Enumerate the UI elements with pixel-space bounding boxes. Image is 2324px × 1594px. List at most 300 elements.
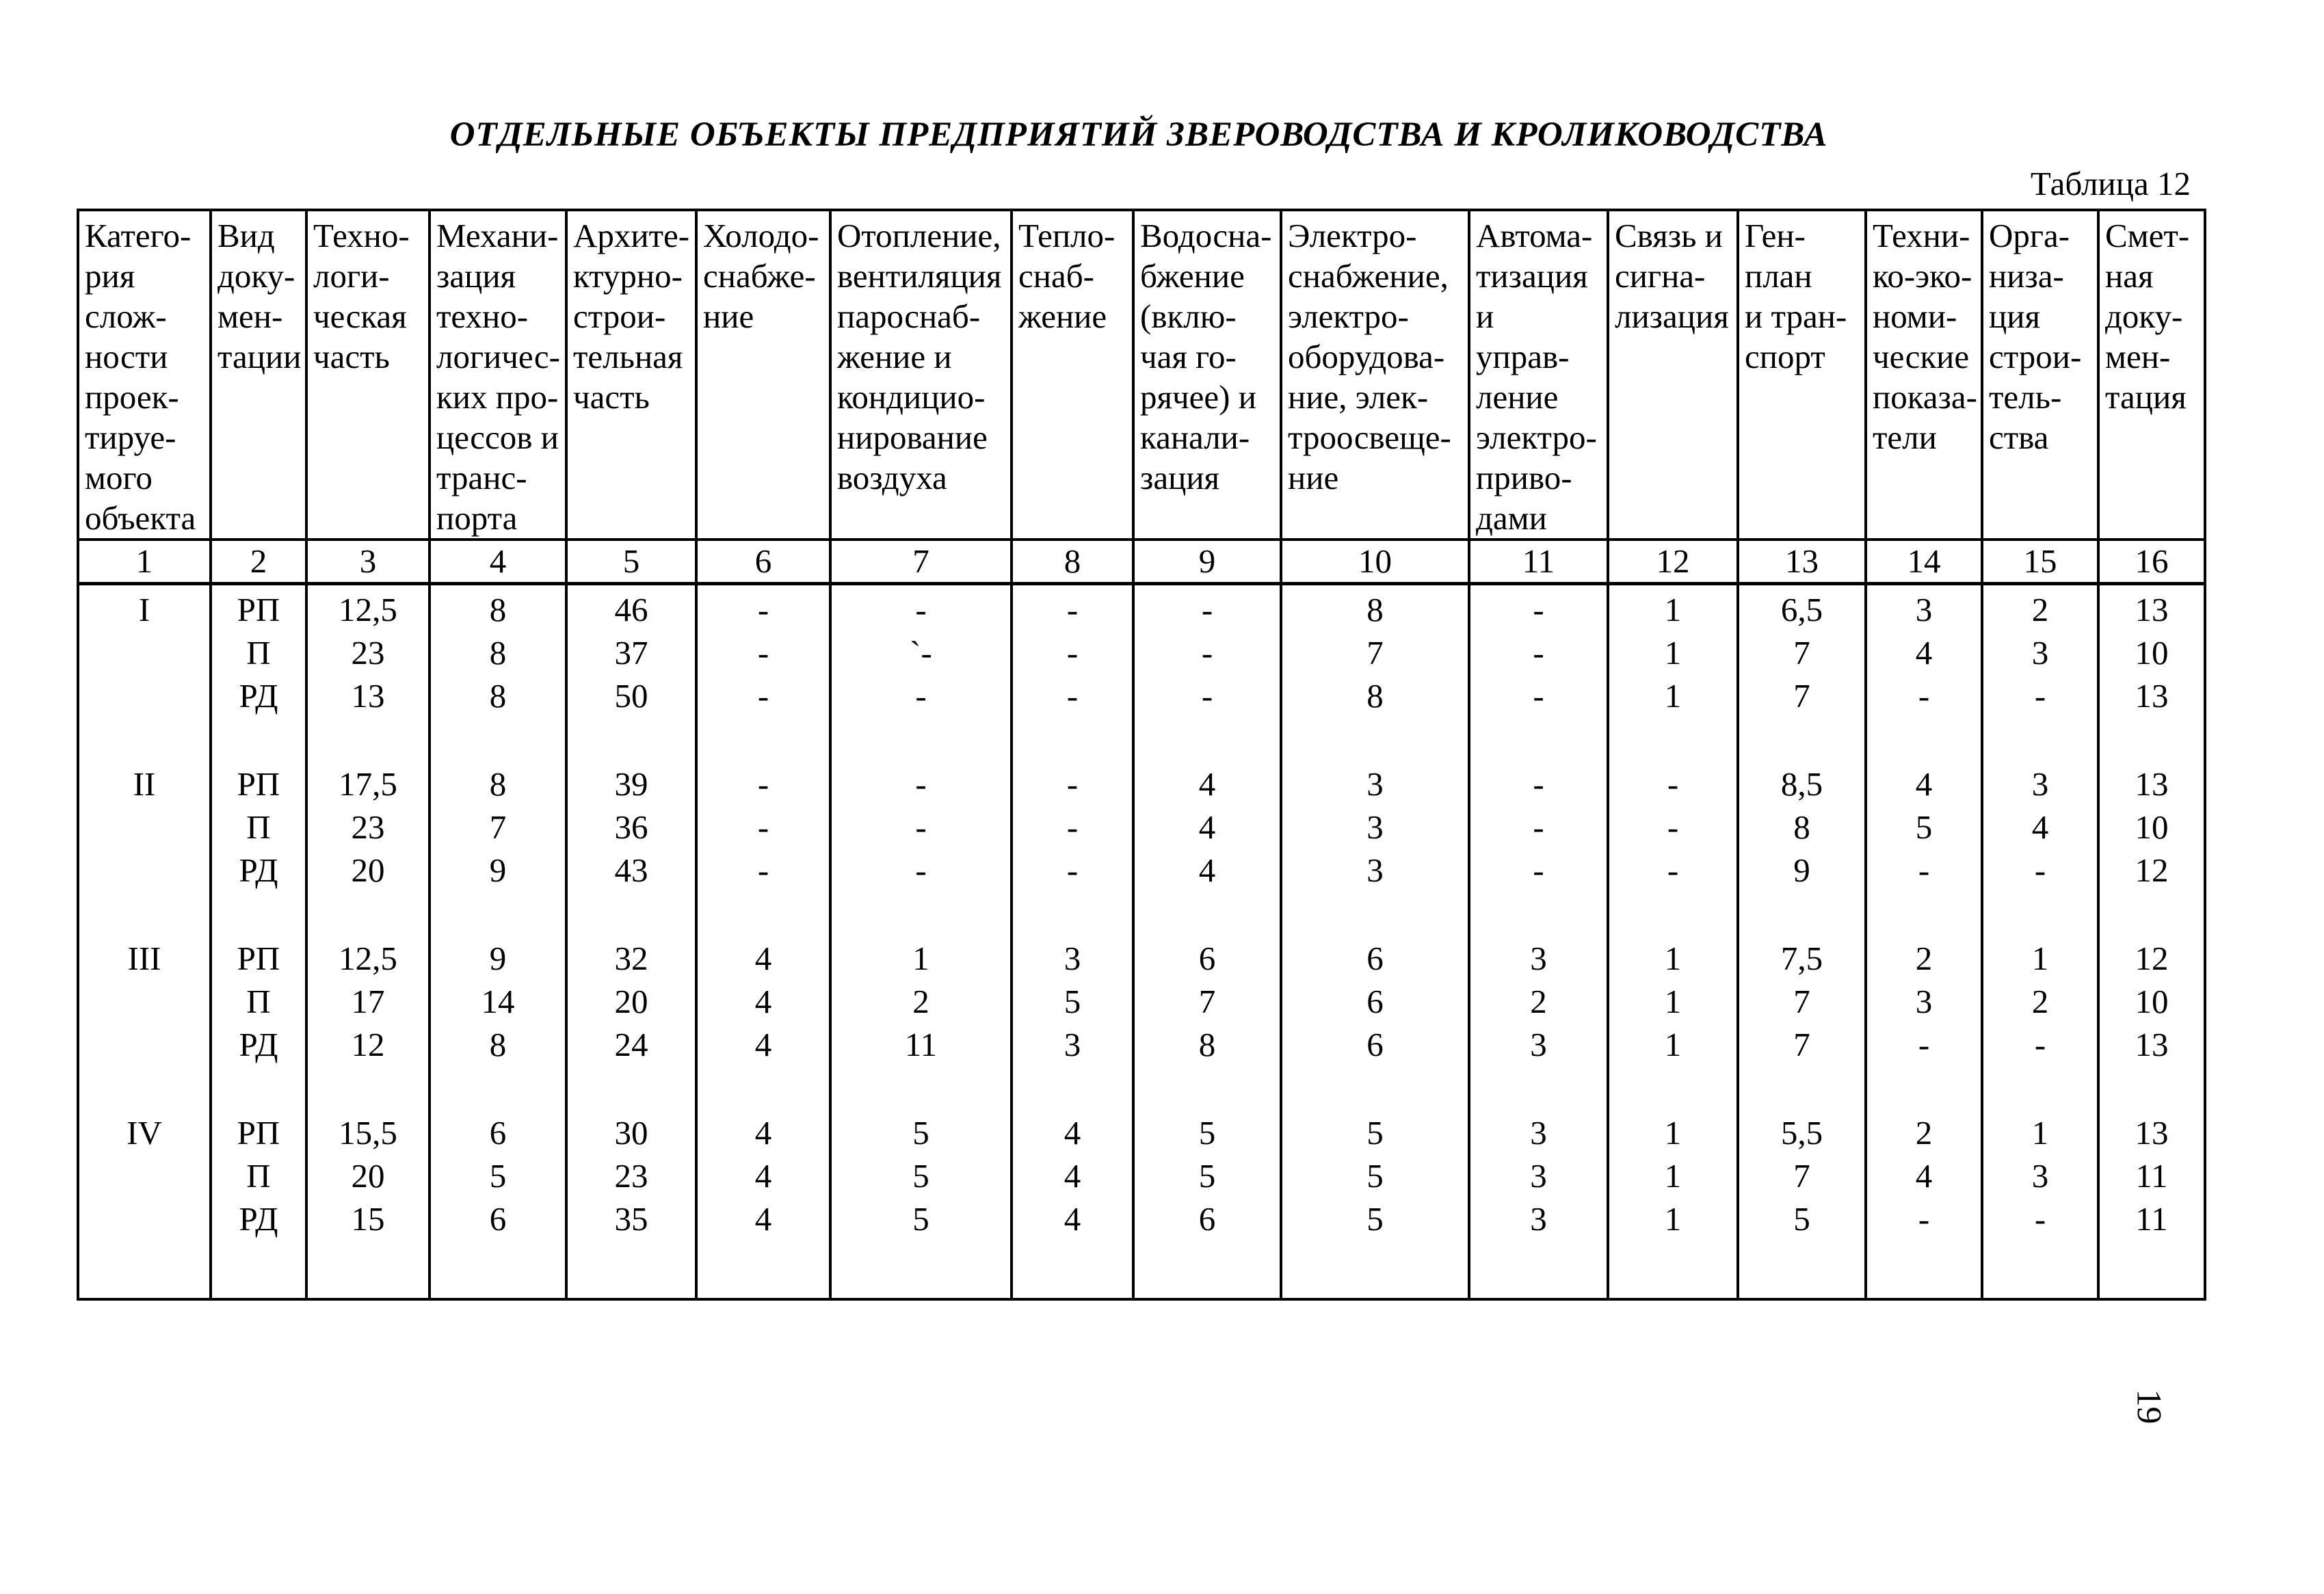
spacer-cell: [1469, 892, 1608, 934]
table-cell: 14: [430, 980, 566, 1023]
spacer-cell: [696, 717, 830, 760]
spacer-cell: [1608, 892, 1738, 934]
spacer-cell: [1866, 717, 1982, 760]
column-header: Отопление, вентиляция пароснаб- жение и кондицио- нирование воздуха: [830, 210, 1012, 540]
column-number: 7: [830, 540, 1012, 584]
table-cell: 8: [1281, 584, 1469, 632]
table-cell: -: [1469, 760, 1608, 806]
table-cell: 4: [1012, 1108, 1133, 1154]
table-cell: 13: [2098, 760, 2205, 806]
table-cell: `-: [830, 631, 1012, 674]
spacer-cell: [566, 1240, 696, 1299]
spacer-cell: [566, 717, 696, 760]
table-cell: -: [830, 806, 1012, 849]
table-cell: 43: [566, 849, 696, 892]
table-cell: -: [1608, 806, 1738, 849]
group-spacer-row: [78, 717, 2205, 760]
table-cell: -: [696, 584, 830, 632]
table-cell: 6,5: [1738, 584, 1866, 632]
column-number: 10: [1281, 540, 1469, 584]
table-cell: -: [696, 806, 830, 849]
table-cell: 11: [2098, 1197, 2205, 1240]
column-header: Электро- снабжение, электро- оборудова- ние, элек- троосвеще- ние: [1281, 210, 1469, 540]
spacer-cell: [1608, 1066, 1738, 1108]
column-header: Тепло- снаб- жение: [1012, 210, 1133, 540]
table-cell: 1: [830, 934, 1012, 980]
table-cell: П: [211, 1154, 306, 1197]
table-cell: 6: [1281, 934, 1469, 980]
table-cell: 7: [1281, 631, 1469, 674]
table-cell: 17: [306, 980, 430, 1023]
table-cell: 3: [1012, 1023, 1133, 1066]
spacer-cell: [1281, 717, 1469, 760]
table-cell: 5: [1281, 1154, 1469, 1197]
table-row: [78, 1154, 2205, 1197]
table-cell: 15,5: [306, 1108, 430, 1154]
table-cell: 5: [1281, 1197, 1469, 1240]
table-cell: 2: [1982, 980, 2098, 1023]
table-cell: -: [830, 760, 1012, 806]
table-cell: -: [830, 849, 1012, 892]
spacer-cell: [1982, 1066, 2098, 1108]
table-cell: -: [1012, 584, 1133, 632]
table-cell: -: [1608, 760, 1738, 806]
table-cell: 3: [1469, 1154, 1608, 1197]
table-row: [78, 1108, 2205, 1154]
table-cell: 4: [1982, 806, 2098, 849]
table-cell: 10: [2098, 806, 2205, 849]
table-cell: -: [830, 584, 1012, 632]
table-cell: 7: [1738, 980, 1866, 1023]
table-cell: 1: [1608, 1023, 1738, 1066]
column-header: Техно- логи- ческая часть: [306, 210, 430, 540]
column-number: 4: [430, 540, 566, 584]
spacer-cell: [1982, 717, 2098, 760]
table-row: [78, 1197, 2205, 1240]
table-row: [78, 760, 2205, 806]
table-cell: 13: [2098, 584, 2205, 632]
table-cell: -: [696, 849, 830, 892]
spacer-cell: [1982, 892, 2098, 934]
table-cell: 1: [1608, 1108, 1738, 1154]
table-cell: 2: [830, 980, 1012, 1023]
table-cell: -: [696, 631, 830, 674]
table-cell: -: [1866, 1023, 1982, 1066]
table-cell: 6: [430, 1108, 566, 1154]
spacer-cell: [566, 1066, 696, 1108]
spacer-cell: [306, 1066, 430, 1108]
table-cell: РД: [211, 674, 306, 717]
table-row: [78, 849, 2205, 892]
spacer-cell: [1866, 1240, 1982, 1299]
table-cell: 15: [306, 1197, 430, 1240]
table-cell: РП: [211, 934, 306, 980]
table-cell: 20: [306, 1154, 430, 1197]
category-cell: IV: [78, 1108, 211, 1240]
table-cell: 8: [430, 674, 566, 717]
table-cell: 9: [430, 849, 566, 892]
table-cell: 3: [1469, 1023, 1608, 1066]
table-cell: -: [1469, 631, 1608, 674]
spacer-cell: [1133, 717, 1281, 760]
table-cell: 6: [1133, 934, 1281, 980]
table-cell: 12: [306, 1023, 430, 1066]
table-cell: -: [1012, 674, 1133, 717]
table-cell: 5: [830, 1108, 1012, 1154]
table-row: [78, 631, 2205, 674]
column-header: Холодо- снабже- ние: [696, 210, 830, 540]
table-cell: 1: [1608, 980, 1738, 1023]
column-header: Архите- ктурно- строи- тельная часть: [566, 210, 696, 540]
spacer-cell: [430, 892, 566, 934]
table-cell: 4: [1133, 760, 1281, 806]
column-header: Смет- ная доку- мен- тация: [2098, 210, 2205, 540]
table-cell: 6: [1133, 1197, 1281, 1240]
spacer-cell: [2098, 1240, 2205, 1299]
table-cell: 1: [1608, 631, 1738, 674]
spacer-cell: [211, 892, 306, 934]
table-cell: 6: [1281, 1023, 1469, 1066]
spacer-cell: [1469, 1240, 1608, 1299]
table-row: [78, 806, 2205, 849]
table-cell: -: [1133, 584, 1281, 632]
table-row: [78, 980, 2205, 1023]
table-cell: 20: [306, 849, 430, 892]
table-cell: 23: [306, 631, 430, 674]
table-cell: 3: [1982, 1154, 2098, 1197]
column-number: 12: [1608, 540, 1738, 584]
column-number: 15: [1982, 540, 2098, 584]
table-cell: -: [1866, 1197, 1982, 1240]
table-cell: 4: [1012, 1197, 1133, 1240]
spacer-cell: [1738, 717, 1866, 760]
spacer-cell: [2098, 717, 2205, 760]
table-cell: 1: [1608, 1197, 1738, 1240]
table-cell: -: [1133, 674, 1281, 717]
table-cell: 46: [566, 584, 696, 632]
table-cell: 32: [566, 934, 696, 980]
spacer-cell: [1012, 1066, 1133, 1108]
table-cell: 12,5: [306, 584, 430, 632]
table-cell: -: [1608, 849, 1738, 892]
table-cell: -: [1012, 760, 1133, 806]
table-cell: 1: [1608, 674, 1738, 717]
table-cell: -: [1469, 674, 1608, 717]
table-cell: 35: [566, 1197, 696, 1240]
table-cell: 11: [2098, 1154, 2205, 1197]
table-cell: -: [1133, 631, 1281, 674]
table-cell: -: [1866, 849, 1982, 892]
table-cell: 4: [1866, 631, 1982, 674]
spacer-cell: [1866, 892, 1982, 934]
table-cell: -: [1866, 674, 1982, 717]
spacer-cell: [430, 717, 566, 760]
table-cell: 17,5: [306, 760, 430, 806]
table-cell: 8: [430, 760, 566, 806]
table-cell: 30: [566, 1108, 696, 1154]
table-cell: 4: [1866, 760, 1982, 806]
table-cell: 4: [696, 934, 830, 980]
table-cell: 3: [1281, 849, 1469, 892]
table-cell: 2: [1866, 934, 1982, 980]
column-number: 11: [1469, 540, 1608, 584]
spacer-cell: [830, 892, 1012, 934]
table-cell: 3: [1866, 584, 1982, 632]
table-cell: П: [211, 631, 306, 674]
table-cell: 3: [1866, 980, 1982, 1023]
spacer-cell: [2098, 892, 2205, 934]
column-header: Механи- зация техно- логичес- ких про- цессов и транс- порта: [430, 210, 566, 540]
table-cell: 4: [696, 1197, 830, 1240]
table-cell: -: [1469, 584, 1608, 632]
table-cell: 13: [2098, 1023, 2205, 1066]
table-cell: 4: [696, 1108, 830, 1154]
table-cell: 37: [566, 631, 696, 674]
column-header: Связь и сигна- лизация: [1608, 210, 1738, 540]
table-cell: 5: [1281, 1108, 1469, 1154]
table-cell: 1: [1608, 584, 1738, 632]
table-row: [78, 1023, 2205, 1066]
table-cell: 4: [1133, 849, 1281, 892]
spacer-cell: [306, 1240, 430, 1299]
table-cell: 8: [1738, 806, 1866, 849]
table-cell: 7: [1133, 980, 1281, 1023]
table-cell: -: [696, 674, 830, 717]
table-cell: 36: [566, 806, 696, 849]
column-header: Орга- низа- ция строи- тель- ства: [1982, 210, 2098, 540]
column-number: 1: [78, 540, 211, 584]
spacer-cell: [78, 1240, 211, 1299]
table-cell: 5: [1866, 806, 1982, 849]
table-cell: -: [696, 760, 830, 806]
table-cell: РП: [211, 584, 306, 632]
table-cell: 2: [1469, 980, 1608, 1023]
table-cell: РП: [211, 1108, 306, 1154]
table-cell: 1: [1982, 934, 2098, 980]
table-cell: 3: [1281, 806, 1469, 849]
table-cell: 7: [1738, 1023, 1866, 1066]
category-cell: I: [78, 584, 211, 718]
table-cell: 2: [1982, 584, 2098, 632]
spacer-cell: [78, 892, 211, 934]
table-cell: 7: [1738, 1154, 1866, 1197]
spacer-cell: [1469, 1066, 1608, 1108]
table-cell: 8: [1281, 674, 1469, 717]
spacer-cell: [211, 717, 306, 760]
table-cell: 23: [306, 806, 430, 849]
table-cell: 3: [1281, 760, 1469, 806]
spacer-cell: [830, 1240, 1012, 1299]
table-cell: -: [1012, 806, 1133, 849]
spacer-cell: [1982, 1240, 2098, 1299]
table-cell: -: [1982, 1197, 2098, 1240]
spacer-cell: [211, 1240, 306, 1299]
spacer-cell: [696, 1066, 830, 1108]
table-cell: 1: [1608, 934, 1738, 980]
spacer-cell: [1738, 892, 1866, 934]
table-cell: 12: [2098, 849, 2205, 892]
spacer-cell: [2098, 1066, 2205, 1108]
table-cell: -: [1982, 849, 2098, 892]
column-header: Ген- план и тран- спорт: [1738, 210, 1866, 540]
spacer-cell: [306, 892, 430, 934]
table-cell: 1: [1608, 1154, 1738, 1197]
spacer-cell: [1608, 1240, 1738, 1299]
table-cell: 11: [830, 1023, 1012, 1066]
spacer-cell: [430, 1240, 566, 1299]
column-number: 8: [1012, 540, 1133, 584]
category-cell: III: [78, 934, 211, 1066]
table-cell: 6: [1281, 980, 1469, 1023]
spacer-cell: [1012, 717, 1133, 760]
table-cell: 5,5: [1738, 1108, 1866, 1154]
column-header: Вид доку- мен- тации: [211, 210, 306, 540]
table-cell: -: [1469, 849, 1608, 892]
column-number: 3: [306, 540, 430, 584]
spacer-cell: [306, 717, 430, 760]
table-cell: 5: [430, 1154, 566, 1197]
spacer-cell: [430, 1066, 566, 1108]
table-cell: 8,5: [1738, 760, 1866, 806]
table-cell: -: [1982, 674, 2098, 717]
table-cell: 13: [306, 674, 430, 717]
column-number-row: [78, 540, 2205, 584]
document-title: ОТДЕЛЬНЫЕ ОБЪЕКТЫ ПРЕДПРИЯТИЙ ЗВЕРОВОДСТВА И КРОЛИКОВОДСТВА: [449, 116, 1828, 154]
table-cell: 10: [2098, 980, 2205, 1023]
table-cell: 4: [1133, 806, 1281, 849]
header-row: [78, 210, 2205, 540]
category-cell: II: [78, 760, 211, 892]
column-header: Катего- рия слож- ности проек- тируе- мого объекта: [78, 210, 211, 540]
column-number: 16: [2098, 540, 2205, 584]
table-cell: -: [1982, 1023, 2098, 1066]
spacer-cell: [1133, 1240, 1281, 1299]
table-cell: -: [1012, 631, 1133, 674]
spacer-cell: [1281, 1066, 1469, 1108]
page-number: 19: [2129, 1389, 2168, 1424]
column-header: Автома- тизация и управ- ление электро- приво- дами: [1469, 210, 1608, 540]
table-cell: 7: [1738, 631, 1866, 674]
table-cell: РД: [211, 1023, 306, 1066]
table-body: [78, 210, 2205, 1299]
table-cell: 8: [1133, 1023, 1281, 1066]
table-cell: 23: [566, 1154, 696, 1197]
table-cell: 9: [1738, 849, 1866, 892]
group-spacer-row: [78, 892, 2205, 934]
column-number: 13: [1738, 540, 1866, 584]
table-cell: -: [830, 674, 1012, 717]
table-cell: 8: [430, 631, 566, 674]
spacer-cell: [696, 892, 830, 934]
spacer-cell: [1738, 1066, 1866, 1108]
column-header: Водосна- бжение (вклю- чая го- рячее) и канали- зация: [1133, 210, 1281, 540]
table-cell: 12: [2098, 934, 2205, 980]
table-row: [78, 934, 2205, 980]
column-number: 14: [1866, 540, 1982, 584]
table-cell: 4: [696, 1154, 830, 1197]
table-cell: 3: [1469, 934, 1608, 980]
table-cell: РП: [211, 760, 306, 806]
spacer-cell: [78, 1066, 211, 1108]
table-cell: 4: [1012, 1154, 1133, 1197]
table-cell: -: [1469, 806, 1608, 849]
table-cell: 5: [830, 1197, 1012, 1240]
spacer-cell: [696, 1240, 830, 1299]
spacer-cell: [1738, 1240, 1866, 1299]
spacer-cell: [1281, 892, 1469, 934]
table-cell: 3: [1982, 631, 2098, 674]
column-number: 5: [566, 540, 696, 584]
table-cell: 5: [1133, 1154, 1281, 1197]
table-bottom-row: [78, 1240, 2205, 1299]
table-cell: 50: [566, 674, 696, 717]
spacer-cell: [566, 892, 696, 934]
table-cell: 8: [430, 584, 566, 632]
table-cell: 10: [2098, 631, 2205, 674]
table-cell: П: [211, 980, 306, 1023]
table-cell: 3: [1012, 934, 1133, 980]
table-cell: -: [1012, 849, 1133, 892]
table-cell: 1: [1982, 1108, 2098, 1154]
spacer-cell: [1012, 892, 1133, 934]
column-number: 2: [211, 540, 306, 584]
spacer-cell: [1012, 1240, 1133, 1299]
spacer-cell: [1133, 1066, 1281, 1108]
table-cell: РД: [211, 849, 306, 892]
spacer-cell: [1133, 892, 1281, 934]
table-cell: 4: [1866, 1154, 1982, 1197]
table-cell: 8: [430, 1023, 566, 1066]
spacer-cell: [1469, 717, 1608, 760]
table-cell: 9: [430, 934, 566, 980]
table-cell: 5: [830, 1154, 1012, 1197]
table-cell: П: [211, 806, 306, 849]
table-cell: РД: [211, 1197, 306, 1240]
spacer-cell: [211, 1066, 306, 1108]
table-cell: 3: [1982, 760, 2098, 806]
table-cell: 6: [430, 1197, 566, 1240]
table-cell: 4: [696, 980, 830, 1023]
column-number: 6: [696, 540, 830, 584]
table-cell: 5: [1012, 980, 1133, 1023]
spacer-cell: [830, 717, 1012, 760]
column-header: Техни- ко-эко- номи- ческие показа- тели: [1866, 210, 1982, 540]
table-row: [78, 584, 2205, 632]
table-cell: 39: [566, 760, 696, 806]
table-row: [78, 674, 2205, 717]
spacer-cell: [1608, 717, 1738, 760]
column-number: 9: [1133, 540, 1281, 584]
table-cell: 12,5: [306, 934, 430, 980]
spacer-cell: [1866, 1066, 1982, 1108]
table-cell: 13: [2098, 1108, 2205, 1154]
table-cell: 2: [1866, 1108, 1982, 1154]
table-cell: 3: [1469, 1197, 1608, 1240]
table-cell: 24: [566, 1023, 696, 1066]
group-spacer-row: [78, 1066, 2205, 1108]
table-cell: 5: [1738, 1197, 1866, 1240]
table-cell: 20: [566, 980, 696, 1023]
table-cell: 3: [1469, 1108, 1608, 1154]
spacer-cell: [830, 1066, 1012, 1108]
norms-table: [77, 209, 2206, 1301]
table-cell: 7,5: [1738, 934, 1866, 980]
spacer-cell: [78, 717, 211, 760]
table-label: Таблица 12: [2030, 165, 2191, 202]
table-cell: 7: [1738, 674, 1866, 717]
table-cell: 4: [696, 1023, 830, 1066]
spacer-cell: [1281, 1240, 1469, 1299]
